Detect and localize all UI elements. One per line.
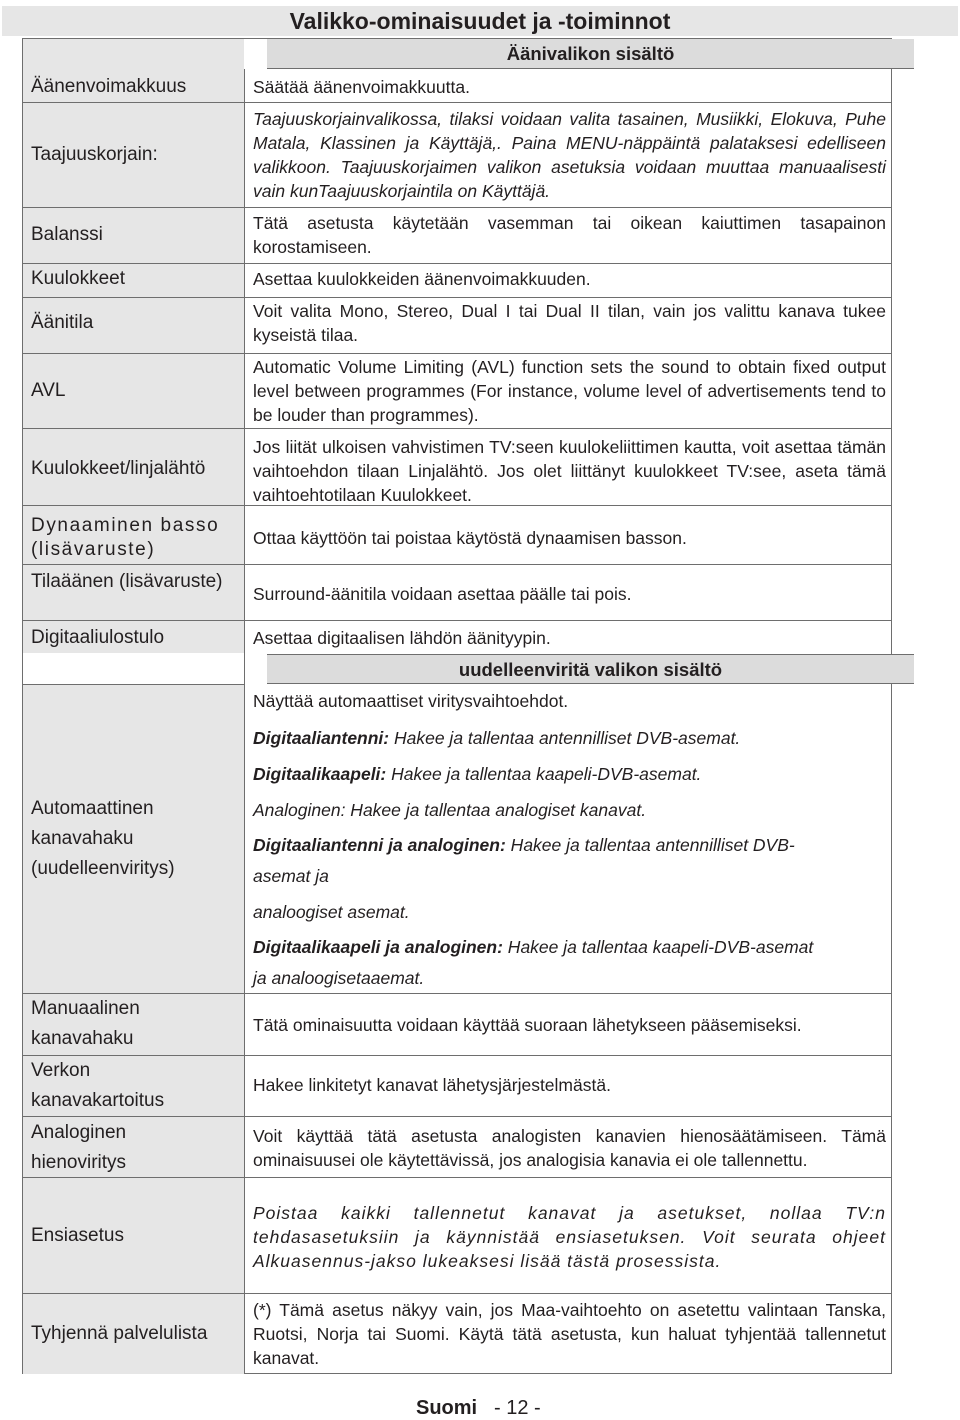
avl-label: AVL [31, 380, 66, 401]
auto-search-opt-dvbc: Digitaalikaapeli: Hakee ja tallentaa kaapeli-DVB-asemat. [253, 764, 702, 784]
manual-search-label-2: kanavahaku [31, 1028, 134, 1049]
auto-search-intro: Näyttää automaattiset viritysvaihtoehdot. [253, 691, 569, 711]
digital-out-desc: Asettaa digitaalisen lähdön äänityypin. [253, 628, 551, 648]
network-scan-label-1: Verkon [31, 1060, 91, 1081]
auto-search-opt-dvbt-analog: Digitaaliantenni ja analoginen: Hakee ja tallentaa antennilliset DVB- [253, 835, 795, 855]
menu-table [22, 38, 892, 1374]
sound-section-title: Äänivalikon sisältö [267, 39, 914, 69]
first-install-label: Ensiasetus [31, 1225, 124, 1246]
surround-label: Tilaäänen (lisävaruste) [31, 571, 223, 592]
digital-out-label: Digitaaliulostulo [31, 627, 165, 648]
auto-search-opt-dvbt: Digitaaliantenni: Hakee ja tallentaa antennilliset DVB-asemat. [253, 728, 741, 748]
equalizer-desc: Taajuuskorjainvalikossa, tilaksi voidaan valita tasainen, Musiikki, Elokuva, Puhe Matala, Klassinen ja Käyttäjä,. Paina MENU-näppäintä palataksesi edelliseen valikkoon. Taajuuskorjaimen valikon asetuksia voidaan muuttaa manuaalisesti vain kunTaajuuskorjaintila on Käyttäjä. [253, 109, 886, 201]
auto-search-opt-dvbc-analog-cont: ja analoogisetaaemat. [253, 968, 425, 988]
fine-tune-desc: Voit käyttää tätä asetusta analogisten kanavien hienosäätämiseen. Tämä ominaisuusei ole käytettävissä, jos analogisia kanavia ei ole tallennettu. [253, 1126, 886, 1170]
balance-desc: Tätä asetusta käytetään vasemman tai oikean kaiuttimen tasapainon korostamiseen. [253, 213, 886, 257]
clear-service-list-label: Tyhjennä palvelulista [31, 1323, 208, 1344]
headphone-lineout-label: Kuulokkeet/linjalähtö [31, 458, 206, 479]
avl-desc: Automatic Volume Limiting (AVL) function sets the sound to obtain fixed output level between programmes (For instance, volume level of advertisements tend to be louder than programmes). [253, 357, 886, 425]
retune-section-title: uudelleenviritä valikon sisältö [267, 654, 914, 684]
auto-search-opt-dvbc-analog: Digitaalikaapeli ja analoginen: Hakee ja tallentaa kaapeli-DVB-asemat [253, 937, 814, 957]
headphone-lineout-desc: Jos liität ulkoisen vahvistimen TV:seen kuulokeliittimen kautta, voit asettaa tämän vaihtoehdon tilaan Linjalähtö. Jos olet liittänyt kuulokkeet TV:see, aseta tämä vaihtoehtotilaan Kuulokkeet. [253, 437, 886, 505]
footer-page-number: - 12 - [494, 1397, 541, 1419]
headphones-label: Kuulokkeet [31, 268, 126, 289]
surround-desc: Surround-äänitila voidaan asettaa päälle tai pois. [253, 584, 632, 604]
footer-language: Suomi [416, 1397, 478, 1419]
equalizer-label: Taajuuskorjain: [31, 144, 158, 165]
page-title: Valikko-ominaisuudet ja -toiminnot [2, 6, 958, 36]
volume-desc: Säätää äänenvoimakkuutta. [253, 77, 470, 97]
network-scan-label-2: kanavakartoitus [31, 1090, 165, 1111]
auto-search-opt-dvbt-analog-cont2: analoogiset asemat. [253, 902, 410, 922]
balance-label: Balanssi [31, 224, 103, 245]
auto-search-opt-dvbt-analog-cont: asemat ja [253, 866, 329, 886]
manual-search-desc: Tätä ominaisuutta voidaan käyttää suoraan lähetykseen pääsemiseksi. [253, 1015, 802, 1035]
headphones-desc: Asettaa kuulokkeiden äänenvoimakkuuden. [253, 269, 591, 289]
sound-mode-label: Äänitila [31, 312, 94, 333]
clear-service-list-desc: (*) Tämä asetus näkyy vain, jos Maa-vaihtoehto on asetettu valintaan Tanska, Ruotsi, Norja tai Suomi. Käytä tätä asetusta, kun haluat tyhjentää tallennetut kanavat. [253, 1300, 886, 1368]
volume-label: Äänenvoimakkuus [31, 76, 187, 97]
dynamic-bass-desc: Ottaa käyttöön tai poistaa käytöstä dynaamisen basson. [253, 528, 687, 548]
fine-tune-label-1: Analoginen [31, 1122, 127, 1143]
column-divider [244, 69, 245, 1374]
manual-search-label-1: Manuaalinen [31, 998, 140, 1019]
auto-search-label-1: Automaattinen [31, 798, 154, 819]
dynamic-bass-label: Dynaaminen basso (lisävaruste) [31, 515, 220, 560]
auto-search-label-2: kanavahaku [31, 828, 134, 849]
network-scan-desc: Hakee linkitetyt kanavat lähetysjärjestelmästä. [253, 1075, 611, 1095]
first-install-desc: Poistaa kaikki tallennetut kanavat ja asetukset, nollaa TV:n tehdasasetuksiin ja käynnistää ensiasetuksen. Voit seurata ohjeet Alkuasennus-jakso lukeaksesi lisää tästä prosessista. [253, 1203, 886, 1271]
fine-tune-label-2: hienoviritys [31, 1152, 127, 1173]
auto-search-opt-analog: Analoginen: Hakee ja tallentaa analogiset kanavat. [253, 800, 647, 820]
sound-mode-desc: Voit valita Mono, Stereo, Dual I tai Dual II tilan, vain jos valittu kanava tukee kyseistä tilaa. [253, 301, 886, 345]
auto-search-label-3: (uudelleenviritys) [31, 858, 175, 879]
